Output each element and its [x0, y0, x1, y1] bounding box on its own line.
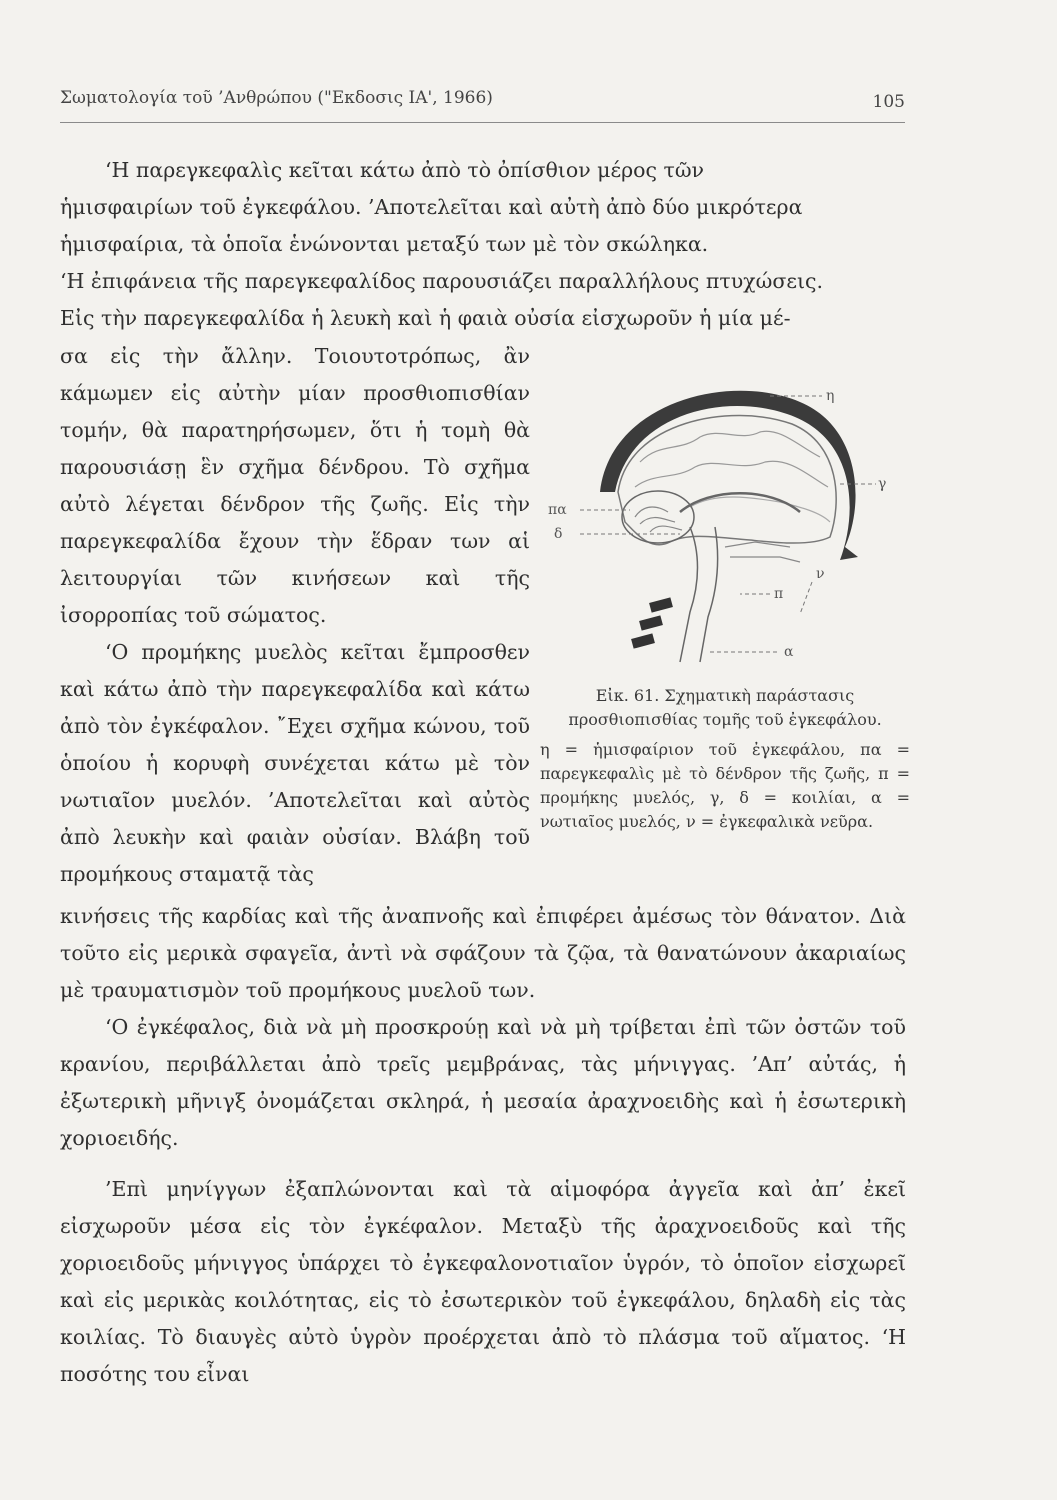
label-pi: π [774, 586, 784, 602]
medulla [680, 527, 718, 662]
left-text-column [60, 338, 530, 893]
label-alpha: α [784, 644, 794, 660]
paragraph-cerebellum-cont: σα εἰς τὴν ἄλλην. Τοιουτοτρόπως, ἂν κάμωμεν εἰς αὐτὴν μίαν προσθιοπισθίαν τομήν, θὰ παρατηρήσωμεν, ὅτι ἡ τομὴ θὰ παρουσιάσῃ ἓν σχῆμα δένδρου. Τὸ σχῆμα αὐτὸ λέγεται δένδρον τῆς ζωῆς. Εἰς τὴν παρεγκεφαλίδα ἔχουν τὴν ἕδραν των αἱ λειτουργίαι τῶν κινήσεων καὶ τῆς ἰσορροπίας τοῦ σώματος. [60, 344, 530, 627]
caption-title: Εἰκ. 61. Σχηματικὴ παράστασις προσθιοπισθίας τομῆς τοῦ ἐγκεφάλου. [568, 686, 882, 729]
label-eta: η [826, 388, 835, 404]
running-title: Σωματολογία τοῦ ’Ανθρώπου ("Εκδοσις ΙΑ', 1966) [60, 88, 493, 108]
paragraph-meninges: ‘Ο ἐγκέφαλος, διὰ νὰ μὴ προσκρούῃ καὶ νὰ μὴ τρίβεται ἐπὶ τῶν ὀστῶν τοῦ κρανίου, περιβάλλεται ἀπὸ τρεῖς μεμβράνας, τὰς μήνιγγας. ’Απ’ αὐτάς, ἡ ἐξωτερικὴ μῆνιγξ ὀνομάζεται σκληρά, ἡ μεσαία ἀραχνοειδὴς καὶ ἡ ἐσωτερικὴ χοριοειδής. [60, 1015, 906, 1150]
label-pa: πα [548, 502, 567, 518]
paragraph-cerebellum-intro [60, 152, 906, 337]
text-line: ‘Η ἐπιφάνεια τῆς παρεγκεφαλίδος παρουσιάζει παραλλήλους πτυχώσεις. [60, 269, 823, 293]
text-line: ἡμισφαιρίων τοῦ ἐγκεφάλου. ’Αποτελεῖται καὶ αὐτὴ ἀπὸ δύο μικρότερα [60, 195, 803, 219]
label-nu: ν [816, 566, 825, 582]
brain-diagram [540, 362, 910, 682]
brain-section-figure [540, 362, 910, 682]
brain-inner-outline [618, 415, 836, 544]
label-gamma: γ [878, 476, 887, 492]
label-delta: δ [554, 526, 563, 542]
text-line: ἡμισφαίρια, τὰ ὁποῖα ἑνώνονται μεταξύ των μὲ τὸν σκώληκα. [60, 232, 709, 256]
text-line: ‘Η παρεγκεφαλὶς κεῖται κάτω ἀπὸ τὸ ὀπίσθιον μέρος τῶν [105, 158, 705, 182]
figure-caption [540, 684, 910, 834]
paragraph-medulla-cont: κινήσεις τῆς καρδίας καὶ τῆς ἀναπνοῆς καὶ ἐπιφέρει ἀμέσως τὸν θάνατον. Διὰ τοῦτο εἰς μερικὰ σφαγεῖα, ἀντὶ νὰ σφάζουν τὰ ζῷα, τὰ θανατώνουν ἀκαριαίως μὲ τραυματισμὸν τοῦ προμήκους μυελοῦ των. [60, 904, 906, 1002]
bottom-text [60, 898, 906, 1393]
page-number: 105 [872, 92, 905, 112]
paragraph-cerebrospinal-fluid: ’Επὶ μηνίγγων ἐξαπλώνονται καὶ τὰ αἱμοφόρα ἀγγεῖα καὶ ἀπ’ ἐκεῖ εἰσχωροῦν μέσα εἰς τὸν ἐγκέφαλον. Μεταξὺ τῆς ἀραχνοειδοῦς καὶ τῆς χοριοειδοῦς μήνιγγος ὑπάρχει τὸ ἐγκεφαλονοτιαῖον ὑγρόν, τὸ ὁποῖον εἰσχωρεῖ καὶ εἰς μερικὰς κοιλότητας, εἰς τὸ ἐσωτερικὸν τοῦ ἐγκεφάλου, δηλαδὴ εἰς τὰς κοιλίας. Τὸ διαυγὲς αὐτὸ ὑγρὸν προέρχεται ἀπὸ τὸ πλάσμα τοῦ αἵματος. ‘Η ποσότης του εἶναι [60, 1177, 906, 1386]
paragraph-medulla: ‘Ο προμήκης μυελὸς κεῖται ἔμπροσθεν καὶ κάτω ἀπὸ τὴν παρεγκεφαλίδα καὶ κάτω ἀπὸ τὸν ἐγκέφαλον. ῎Εχει σχῆμα κώνου, τοῦ ὁποίου ἡ κορυφὴ συνέχεται κάτω μὲ τὸν νωτιαῖον μυελόν. ’Αποτελεῖται καὶ αὐτὸς ἀπὸ λευκὴν καὶ φαιὰν οὐσίαν. Βλάβη τοῦ προμήκους σταματᾷ τὰς [60, 640, 530, 886]
caption-legend: η = ἡμισφαίριον τοῦ ἐγκεφάλου, πα = παρεγκεφαλὶς μὲ τὸ δένδρον τῆς ζωῆς, π = προμήκης μυελός, γ, δ = κοιλίαι, α = νωτιαῖος μυελός, ν = ἐγκεφαλικὰ νεῦρα. [540, 740, 910, 831]
page-header [60, 88, 905, 123]
cerebellum [622, 491, 694, 543]
text-line: Εἰς τὴν παρεγκεφαλίδα ἡ λευκὴ καὶ ἡ φαιὰ οὐσία εἰσχωροῦν ἡ μία μέ- [60, 306, 791, 330]
